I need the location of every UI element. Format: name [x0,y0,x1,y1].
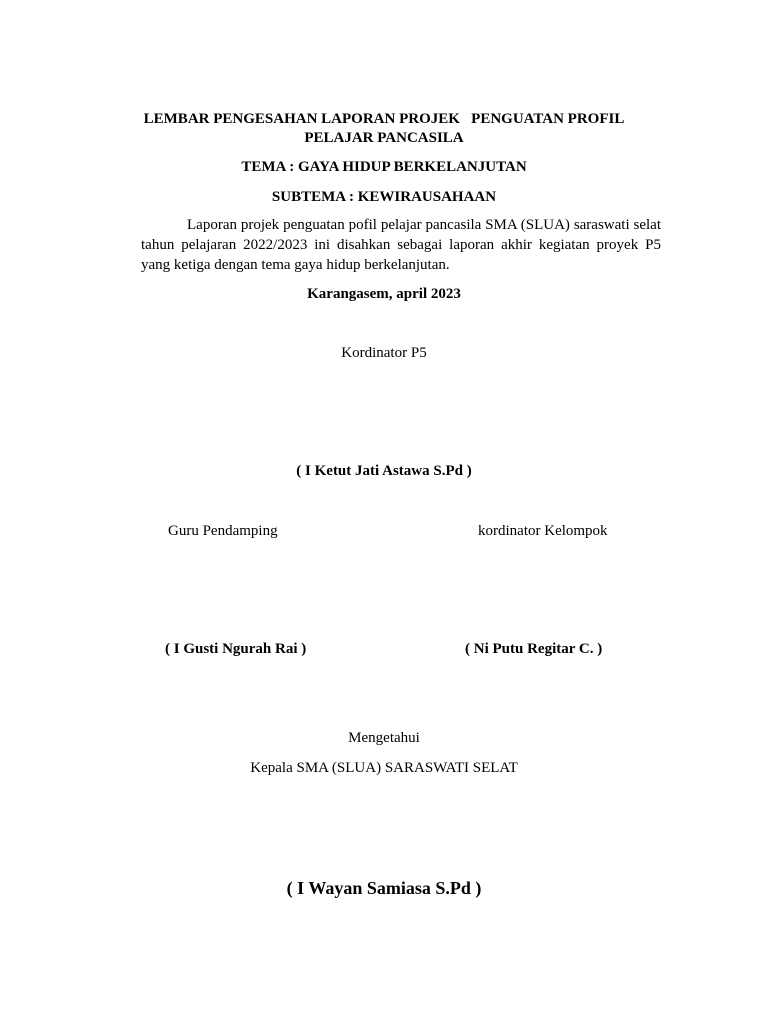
place-date: Karangasem, april 2023 [307,286,461,302]
group-coordinator-role: kordinator Kelompok [478,523,608,539]
coordinator-name: ( I Ketut Jati Astawa S.Pd ) [296,463,472,479]
coordinator-role: Kordinator P5 [341,345,427,361]
principal-role: Kepala SMA (SLUA) SARASWATI SELAT [250,760,518,776]
acknowledged-label: Mengetahui [348,730,420,746]
mentor-name: ( I Gusti Ngurah Rai ) [165,641,307,657]
subtheme-heading: SUBTEMA : KEWIRAUSAHAAN [271,189,497,205]
principal-name: ( I Wayan Samiasa S.Pd ) [286,878,482,898]
approval-paragraph: Laporan projek penguatan pofil pelajar pancasila SMA (SLUA) saraswati selat tahun pelajaran 2022/2023 ini disahkan sebagai laporan akhir kegiatan proyek P5 yang ketiga dengan tema gaya hidup berkelanjutan. [141,217,661,273]
mentor-role: Guru Pendamping [168,523,278,539]
document-title-line-2: PELAJAR PANCASILA [304,130,464,146]
document-title-line-1: LEMBAR PENGESAHAN LAPORAN PROJEK PENGUATAN PROFIL [143,111,625,127]
group-coordinator-name: ( Ni Putu Regitar C. ) [465,641,603,657]
document-title [0,110,768,148]
theme-heading: TEMA : GAYA HIDUP BERKELANJUTAN [241,159,527,175]
